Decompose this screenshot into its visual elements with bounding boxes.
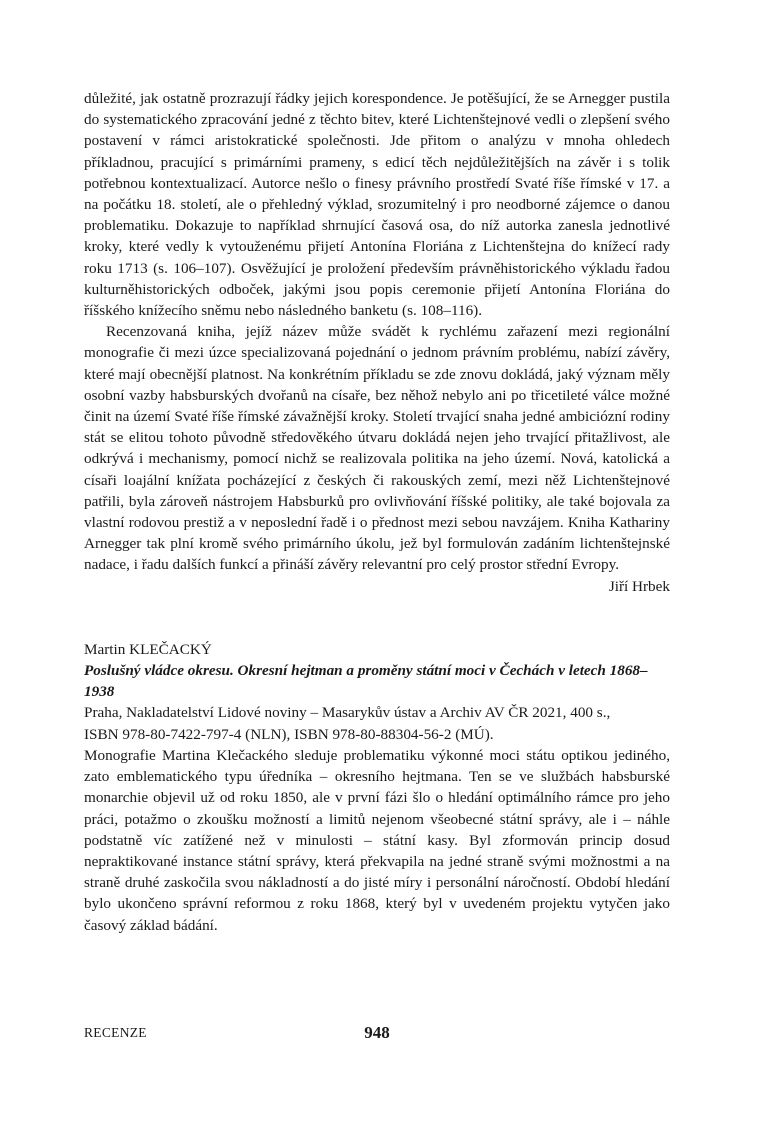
page-body bbox=[84, 88, 670, 936]
review-publication-line-2: ISBN 978-80-7422-797-4 (NLN), ISBN 978-80-88304-56-2 (MÚ). bbox=[84, 725, 494, 743]
paragraph-conclusion: Recenzovaná kniha, jejíž název může svádět k rychlému zařazení mezi regionální monografie či mezi úzce specializovaná pojednání o jednom právním problému, nabízí závěry, které mají obecnější platnost. Na konkrétním příkladu se zde znovu dokládá, jaký význam měly osobní vazby habsburských dvořanů na císaře, bez něhož nebylo ani po třicetileté válce možné činit na území Svaté říše římské závažnější kroky. Století trvající snaha jedné ambiciózní rodiny stát se elitou tohoto původně středověkého útvaru dokládá nejen jeho trvající přitažlivost, ale odkrývá i mechanismy, pomocí nichž se realizovala politika na jeho území. Nová, katolická a císaři loajální knížata pocházející z českých či rakouských zemí, mezi něž Lichtenštejnové patřili, byla zároveň nástrojem Habsburků pro ovlivňování říšské politiky, ale také bojovala za vlastní rodovou prestiž a v neposlední řadě i o přednost mezi sebou navzájem. Kniha Kathariny Arnegger tak plní kromě svého primárního úkolu, jež byl formulován zadáním lichtenštejnské nadace, i řadu dalších funkcí a přináší závěry relevantní pro celý prostor střední Evropy. bbox=[84, 323, 670, 574]
review-publication-line-1: Praha, Nakladatelství Lidové noviny – Masarykův ústav a Archiv AV ČR 2021, 400 s., bbox=[84, 704, 611, 722]
paragraph-continued: důležité, jak ostatně prozrazují řádky jejich korespondence. Je potěšující, že se Arnegger pustila do systematického zpracování jedné z těchto bitev, které Lichtenštejnové vedli o zlepšení svého postavení v rámci aristokratické společnosti. Jde přitom o analýzu v mnoha ohledech příkladnou, pracující s primárními prameny, s edicí těch nejdůležitějších na závěr i s tolik potřebnou kontextualizací. Autorce nešlo o finesy právního prostředí Svaté říše římské v 17. a na počátku 18. století, ale o přehledný výklad, srozumitelný i pro neodborné zájemce o danou problematiku. Dokazuje to například shrnující časová osa, do níž autorka zanesla jednotlivé kroky, které vedly k vytouženému přijetí Antonína Floriána z Lichtenštejna do knížecí rady roku 1713 (s. 106–107). Osvěžující je proložení především právněhistorického výkladu řadou kulturněhistorických odboček, jakými jsou popis ceremonie přijetí Antonína Floriána do říšského knížecího sněmu nebo následného banketu (s. 108–116). bbox=[84, 90, 670, 320]
review-signature: Jiří Hrbek bbox=[608, 577, 670, 595]
page-footer bbox=[84, 1025, 670, 1047]
footer-section-label: RECENZE bbox=[84, 1025, 147, 1040]
review-header bbox=[84, 639, 670, 745]
page-number: 948 bbox=[364, 1023, 390, 1042]
review-author: Martin KLEČACKÝ bbox=[84, 640, 212, 658]
review-book-title: Poslušný vládce okresu. Okresní hejtman a proměny státní moci v Čechách v letech 1868–1938 bbox=[84, 662, 648, 701]
review-paragraph: Monografie Martina Klečackého sleduje problematiku výkonné moci státu optikou jediného, zato emblematického typu úředníka – okresního hejtmana. Ten se ve službách habsburské monarchie objevil už od roku 1850, ale v první fázi šlo o hledání optimálního rámce pro jeho práci, potažmo o zkoušku možností a limitů nejenom všeobecné státní správy, ale i – náhle podstatně víc zatížené než v minulosti – státní kasy. Byl zformován princip dosud nepraktikované instance státní správy, která překvapila na jedné straně svými možnostmi a na straně druhé zaskočila svou nákladností a do jisté míry i personální náročností. Období hledání bylo ukončeno správní reformou z roku 1868, který byl v uvedeném projektu vytyčen jako časový základ bádání. bbox=[84, 746, 670, 934]
